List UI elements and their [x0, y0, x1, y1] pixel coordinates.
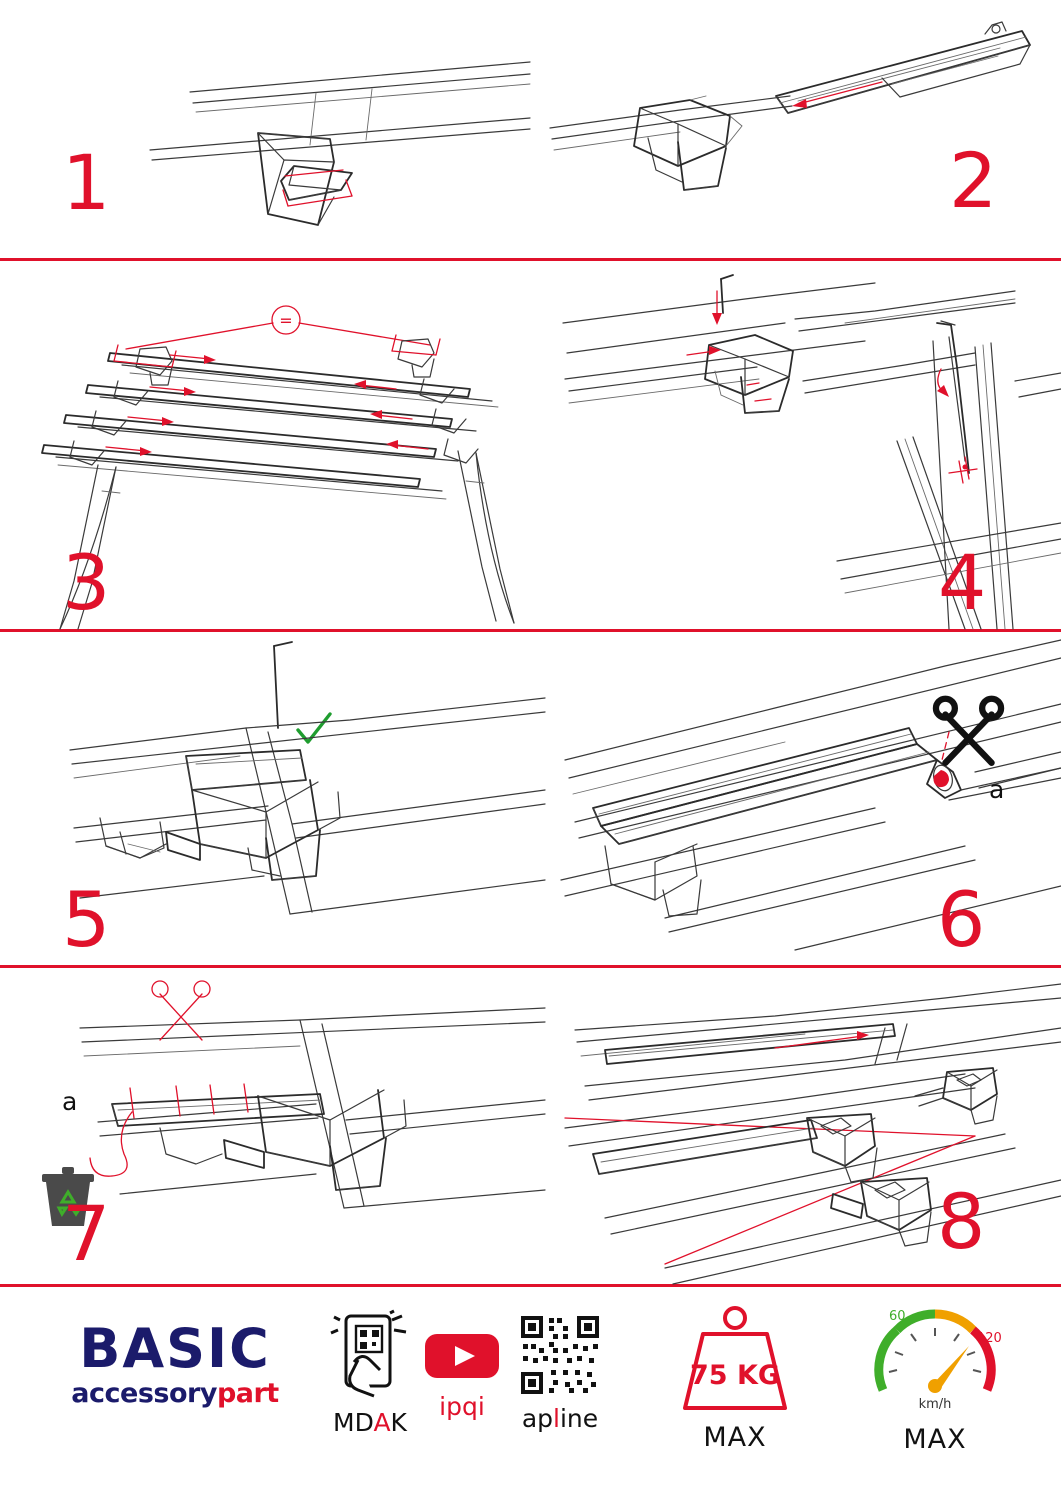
weight-max-label: MAX	[703, 1422, 767, 1453]
speedometer-icon	[867, 1298, 1003, 1418]
max-speed-block	[840, 1298, 1030, 1455]
brand-subtitle	[60, 1378, 290, 1409]
step-4-number: 4	[938, 538, 986, 627]
step-2-panel	[530, 0, 1061, 258]
qr-code	[519, 1314, 601, 1396]
step-5-number: 5	[62, 875, 110, 964]
callout-a-step7: a	[62, 1087, 78, 1116]
step-3-panel	[0, 261, 545, 629]
speed-min-tick: 60	[889, 1309, 906, 1324]
divider-4	[0, 1284, 1061, 1287]
step-1-number: 1	[62, 138, 110, 227]
logo-apline[interactable]	[470, 1314, 650, 1433]
speed-unit: km/h	[918, 1397, 952, 1412]
brand-block	[60, 1317, 290, 1409]
step-2-number: 2	[949, 136, 997, 225]
brand-title: BASIC	[79, 1317, 271, 1380]
step-1-panel	[0, 0, 530, 258]
logo-apline-label: apline	[521, 1404, 599, 1433]
step-8-number: 8	[937, 1177, 985, 1266]
step-8-panel	[545, 968, 1061, 1284]
svg-text:=: =	[279, 311, 293, 330]
step-6-panel	[545, 632, 1061, 965]
brand-subtitle-dark: accessory	[71, 1378, 217, 1409]
brand-subtitle-red: part	[216, 1378, 279, 1409]
speed-max-label: MAX	[903, 1424, 967, 1455]
step-3-number: 3	[62, 538, 110, 627]
scissors-icon-red	[152, 981, 210, 1040]
step-7-panel	[0, 968, 545, 1284]
scissors-icon	[936, 699, 1001, 763]
max-weight-block	[640, 1304, 830, 1453]
speed-max-tick: 120	[977, 1331, 1002, 1346]
logo-ipqi-label: ipqi	[439, 1392, 485, 1421]
step-4-panel	[545, 261, 1061, 629]
weight-icon	[673, 1304, 797, 1416]
step-7-number: 7	[62, 1189, 110, 1278]
callout-a-step6: a	[989, 775, 1005, 804]
logo-mdak-label: MDAK	[333, 1408, 407, 1437]
footer	[0, 1290, 1061, 1500]
step-6-number: 6	[937, 875, 985, 964]
weight-value: 75 KG	[689, 1360, 781, 1391]
step-5-panel	[0, 632, 545, 965]
